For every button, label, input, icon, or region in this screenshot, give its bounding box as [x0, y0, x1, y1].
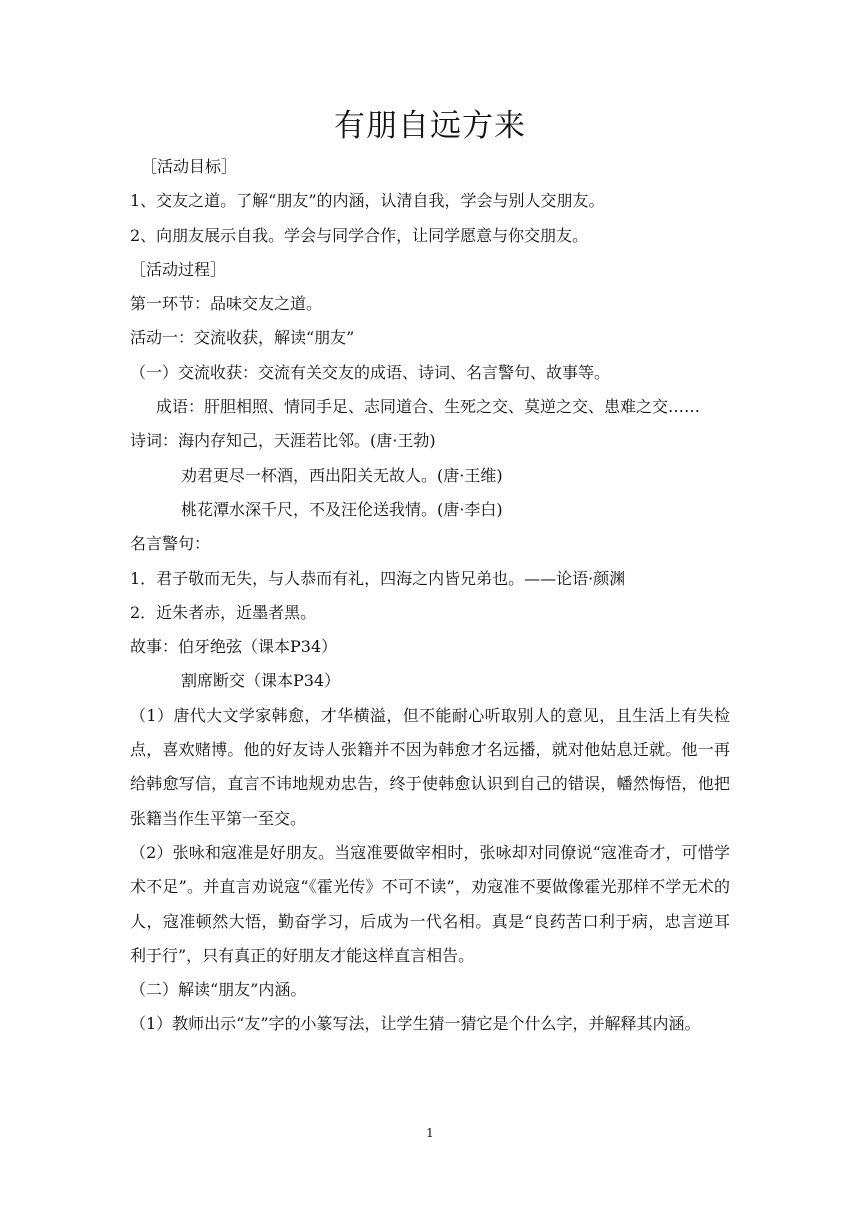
poem-line-2: 劝君更尽一杯酒，西出阳关无故人。(唐·王维) [181, 465, 503, 485]
section-heading-process: ［活动过程］ [130, 259, 227, 279]
document-body [130, 150, 730, 1042]
goal-item-1: 1、交友之道。了解“朋友”的内涵，认清自我，学会与别人交朋友。 [130, 191, 605, 211]
quotes-heading: 名言警句： [130, 534, 211, 554]
story-paragraph-1: （1）唐代大文学家韩愈，才华横溢，但不能耐心听取别人的意见，且生活上有失检点，喜欢赌博。他的好友诗人张籍并不因为韩愈才名远播，就对他姑息迁就。他一再给韩愈写信，直言不讳地规劝忠告，终于使韩愈认识到自己的错误，幡然悔悟，他把张籍当作生平第一至交。 [130, 705, 730, 828]
poem-line-3: 桃花潭水深千尺，不及汪伦送我情。(唐·李白) [181, 499, 503, 519]
quote-item-1: 1．君子敬而无失，与人恭而有礼，四海之内皆兄弟也。——论语·颜渊 [130, 568, 626, 588]
story-line-2: 割席断交（课本P34） [181, 671, 341, 691]
quote-item-2: 2．近朱者赤，近墨者黑。 [130, 602, 317, 622]
story-line-1: 故事：伯牙绝弦（课本P34） [130, 637, 338, 657]
activity-heading: 活动一：交流收获，解读“朋友” [130, 328, 355, 348]
teacher-activity-paragraph: （1）教师出示“友”字的小篆写法，让学生猜一猜它是个什么字，并解释其内涵。 [130, 1014, 701, 1034]
subsection-heading-1: （一）交流收获：交流有关交友的成语、诗词、名言警句、故事等。 [130, 362, 611, 382]
page-number: 1 [426, 1126, 434, 1140]
goal-item-2: 2、向朋友展示自我。学会与同学合作，让同学愿意与你交朋友。 [130, 225, 589, 245]
idioms-line: 成语：肝胆相照、情同手足、志同道合、生死之交、莫逆之交、患难之交…… [156, 397, 701, 417]
poem-line-1: 诗词：海内存知己，天涯若比邻。(唐·王勃) [130, 431, 436, 451]
stage-heading: 第一环节：品味交友之道。 [130, 294, 323, 314]
story-paragraph-2: （2）张咏和寇准是好朋友。当寇准要做宰相时，张咏却对同僚说“寇准奇才，可惜学术不足”。并直言劝说寇“《霍光传》不可不读”，劝寇准不要做像霍光那样不学无术的人，寇准顿然大悟，勤奋学习，后成为一代名相。真是“良药苦口利于病，忠言逆耳利于行”，只有真正的好朋友才能这样直言相告。 [130, 842, 730, 965]
section-heading-goals: ［活动目标］ [141, 157, 238, 176]
subsection-heading-2: （二）解读“朋友”内涵。 [130, 980, 307, 1000]
page-title: 有朋自远方来 [334, 108, 526, 144]
